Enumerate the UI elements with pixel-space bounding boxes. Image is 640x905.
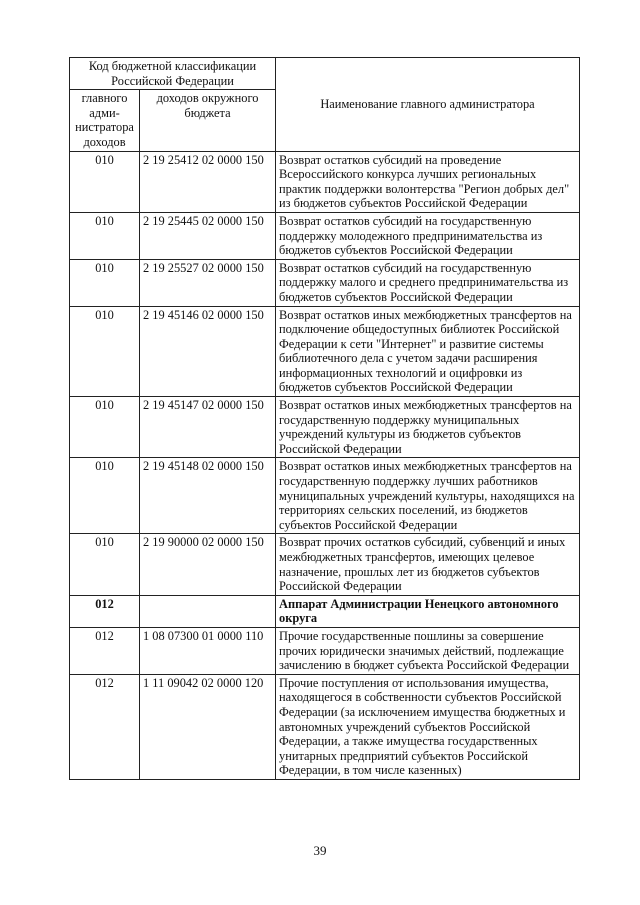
income-name: Возврат остатков иных межбюджетных трансфертов на государственную поддержку муниципальных учреждений культуры из бюджетов субъектов Российской Федерации [276,397,580,458]
table-row [70,627,580,674]
income-name: Возврат остатков субсидий на государственную поддержку малого и среднего предпринимательства из бюджетов субъектов Российской Федерации [276,259,580,306]
income-name: Прочие поступления от использования имущества, находящегося в собственности субъектов Российской Федерации (за исключением имущества бюджетных и автономных учреждений субъектов Российской Федерации, а также имущества государственных унитарных предприятий субъектов Российской Федерации, в том числе казенных) [276,674,580,779]
income-code: 2 19 25445 02 0000 150 [140,212,276,259]
header-district-income: доходов окружного бюджета [140,90,276,151]
income-name: Возврат остатков иных межбюджетных трансфертов на подключение общедоступных библиотек Российской Федерации к сети "Интернет" и развитие системы библиотечного дела с учетом задачи расширения информационных технологий и оцифровки из бюджетов субъектов Российской Федерации [276,306,580,397]
table-row [70,534,580,595]
table-row [70,674,580,779]
income-name: Возврат остатков иных межбюджетных трансфертов на государственную поддержку лучших работников муниципальных учреждений культуры, находящихся на территориях сельских поселений, из бюджетов субъектов Российской Федерации [276,458,580,534]
table-row [70,458,580,534]
administrator-heading-row [70,595,580,627]
income-name: Прочие государственные пошлины за совершение прочих юридически значимых действий, подлежащие зачислению в бюджет субъекта Российской Федерации [276,627,580,674]
admin-code: 010 [70,306,140,397]
header-administrator-name: Наименование главного администратора [276,58,580,152]
table-header-row [70,58,580,90]
income-code [140,595,276,627]
income-code: 2 19 25412 02 0000 150 [140,151,276,212]
table-row [70,397,580,458]
budget-classification-table [69,57,580,780]
admin-code: 012 [70,595,140,627]
admin-code: 010 [70,397,140,458]
administrator-name: Аппарат Администрации Ненецкого автономного округа [276,595,580,627]
table-row [70,306,580,397]
header-budget-classification: Код бюджетной классификации Российской Федерации [70,58,276,90]
table-row [70,212,580,259]
income-name: Возврат прочих остатков субсидий, субвенций и иных межбюджетных трансфертов, имеющих целевое назначение, прошлых лет из бюджетов субъектов Российской Федерации [276,534,580,595]
table-row [70,151,580,212]
income-code: 1 08 07300 01 0000 110 [140,627,276,674]
admin-code: 010 [70,212,140,259]
income-name: Возврат остатков субсидий на государственную поддержку молодежного предпринимательства из бюджетов субъектов Российской Федерации [276,212,580,259]
admin-code: 012 [70,627,140,674]
income-code: 2 19 45146 02 0000 150 [140,306,276,397]
income-name: Возврат остатков субсидий на проведение Всероссийского конкурса лучших региональных практик поддержки волонтерства "Регион добрых дел" из бюджетов субъектов Российской Федерации [276,151,580,212]
page-number: 39 [313,843,327,858]
admin-code: 010 [70,259,140,306]
income-code: 2 19 45148 02 0000 150 [140,458,276,534]
income-code: 2 19 45147 02 0000 150 [140,397,276,458]
admin-code: 010 [70,534,140,595]
header-main-administrator: главного адми-нистратора доходов [70,90,140,151]
admin-code: 012 [70,674,140,779]
admin-code: 010 [70,151,140,212]
income-code: 2 19 25527 02 0000 150 [140,259,276,306]
admin-code: 010 [70,458,140,534]
table-row [70,259,580,306]
income-code: 1 11 09042 02 0000 120 [140,674,276,779]
income-code: 2 19 90000 02 0000 150 [140,534,276,595]
